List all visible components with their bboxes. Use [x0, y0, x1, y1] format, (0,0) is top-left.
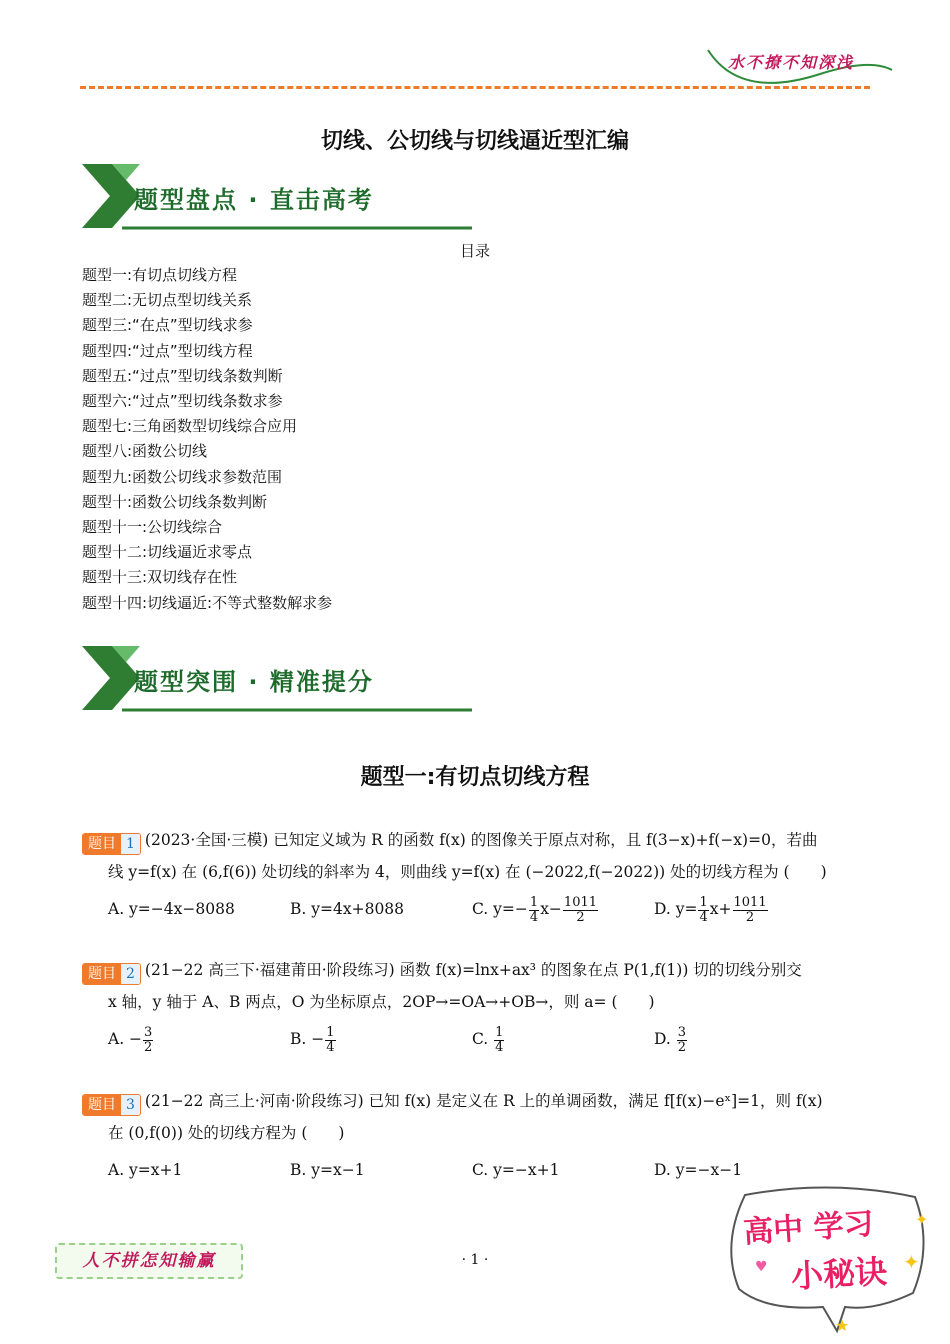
section-banner-practice: [82, 644, 472, 712]
option-d[interactable]: D. y=−x−1: [654, 1161, 743, 1179]
problem-text: (2023·全国·三模) 已知定义域为 R 的函数 f(x) 的图像关于原点对称，且 f(3−x)+f(−x)=0，若曲: [144, 831, 818, 849]
option-a[interactable]: A. − $\frac{3}{2}$: [108, 1024, 153, 1055]
option-b[interactable]: B. y=4x+8088: [290, 900, 405, 918]
problem-line: [82, 824, 872, 856]
toc-item[interactable]: 题型十:函数公切线条数判断: [82, 492, 268, 511]
toc-item[interactable]: 题型十三:双切线存在性: [82, 568, 238, 587]
toc-item[interactable]: 题型五:“过点”型切线条数判断: [82, 366, 283, 385]
toc-item[interactable]: 题型四:“过点”型切线方程: [82, 341, 253, 360]
banner-text: 题型突围 · 精准提分: [134, 668, 374, 696]
svg-text:✦: ✦: [903, 1250, 920, 1274]
problem-2: [82, 954, 872, 1055]
problem-badge: 题目 2: [82, 963, 141, 985]
option-b[interactable]: B. − $\frac{1}{4}$: [290, 1024, 335, 1055]
toc-item[interactable]: 题型一:有切点切线方程: [82, 266, 238, 284]
header-divider: [80, 86, 870, 89]
problem-text: (21−22 高三上·河南·阶段练习) 已知 f(x) 是定义在 R 上的单调函数，满足 f[f(x)−eˣ]=1，则 f(x): [144, 1092, 823, 1110]
problem-text: 线 y=f(x) 在 (6,f(6)) 处切线的斜率为 4，则曲线 y=f(x) 在 (−2022,f(−2022)) 处的切线方程为 ( ): [108, 863, 827, 881]
footer-motto: 人不拼怎知输赢: [55, 1243, 243, 1279]
toc-item[interactable]: 题型二:无切点型切线关系: [82, 291, 253, 310]
problem-text: 在 (0,f(0)) 处的切线方程为 ( ): [108, 1124, 345, 1142]
option-c[interactable]: C. y=−x+1: [472, 1161, 560, 1179]
toc-list: [82, 263, 332, 616]
sticker-line-1: 高中 学习: [742, 1206, 875, 1251]
answer-options: [82, 1024, 872, 1055]
section-title: 题型一:有切点切线方程: [360, 765, 590, 790]
problem-line: [82, 1085, 872, 1117]
banner-text: 题型盘点 · 直击高考: [134, 186, 374, 214]
svg-text:♥: ♥: [755, 1259, 768, 1275]
answer-options: [82, 894, 872, 925]
toc-heading: 目录: [459, 242, 490, 260]
svg-text:✦: ✦: [915, 1210, 929, 1229]
toc-item[interactable]: 题型十四:切线逼近:不等式整数解求参: [82, 593, 333, 612]
section-banner-overview: [82, 162, 472, 230]
option-c[interactable]: C. y=− $\frac{1}{4}$ x− $\frac{1011}{2}$: [472, 894, 598, 925]
page-number: · 1 ·: [461, 1252, 489, 1268]
problem-text: x 轴，y 轴于 A、B 两点，O 为坐标原点，2OP→=OA→+OB→，则 a= ( ): [108, 993, 655, 1011]
option-a[interactable]: A. y=x+1: [108, 1161, 183, 1179]
answer-options: [82, 1155, 872, 1185]
option-d[interactable]: D. y= $\frac{1}{4}$ x+ $\frac{1011}{2}$: [654, 894, 767, 925]
problem-badge: 题目 3: [82, 1094, 141, 1116]
problem-text: (21−22 高三下·福建莆田·阶段练习) 函数 f(x)=lnx+ax³ 的图象在点 P(1,f(1)) 切的切线分别交: [144, 961, 802, 979]
toc-item[interactable]: 题型九:函数公切线求参数范围: [82, 467, 283, 486]
problem-badge: 题目 1: [82, 833, 141, 855]
problem-line: [82, 954, 872, 986]
option-d[interactable]: D. $\frac{3}{2}$: [654, 1024, 687, 1055]
toc-item[interactable]: 题型十二:切线逼近求零点: [82, 543, 253, 562]
study-tips-sticker: [725, 1185, 935, 1335]
sticker-line-2: 小秘诀: [790, 1252, 889, 1296]
option-c[interactable]: C. $\frac{1}{4}$: [472, 1024, 504, 1055]
toc-item[interactable]: 题型六:“过点”型切线条数求参: [82, 392, 283, 411]
problem-1: [82, 824, 872, 925]
header-motto: 水不撩不知深浅: [728, 53, 855, 72]
toc-item[interactable]: 题型八:函数公切线: [82, 442, 208, 461]
toc-item[interactable]: 题型十一:公切线综合: [82, 518, 223, 537]
option-a[interactable]: A. y=−4x−8088: [108, 900, 235, 918]
toc-item[interactable]: 题型三:“在点”型切线求参: [82, 316, 253, 335]
svg-text:★: ★: [835, 1316, 850, 1335]
document-title: 切线、公切线与切线逼近型汇编: [320, 129, 629, 154]
problem-3: [82, 1085, 872, 1185]
option-b[interactable]: B. y=x−1: [290, 1161, 365, 1179]
toc-item[interactable]: 题型七:三角函数型切线综合应用: [82, 417, 298, 436]
